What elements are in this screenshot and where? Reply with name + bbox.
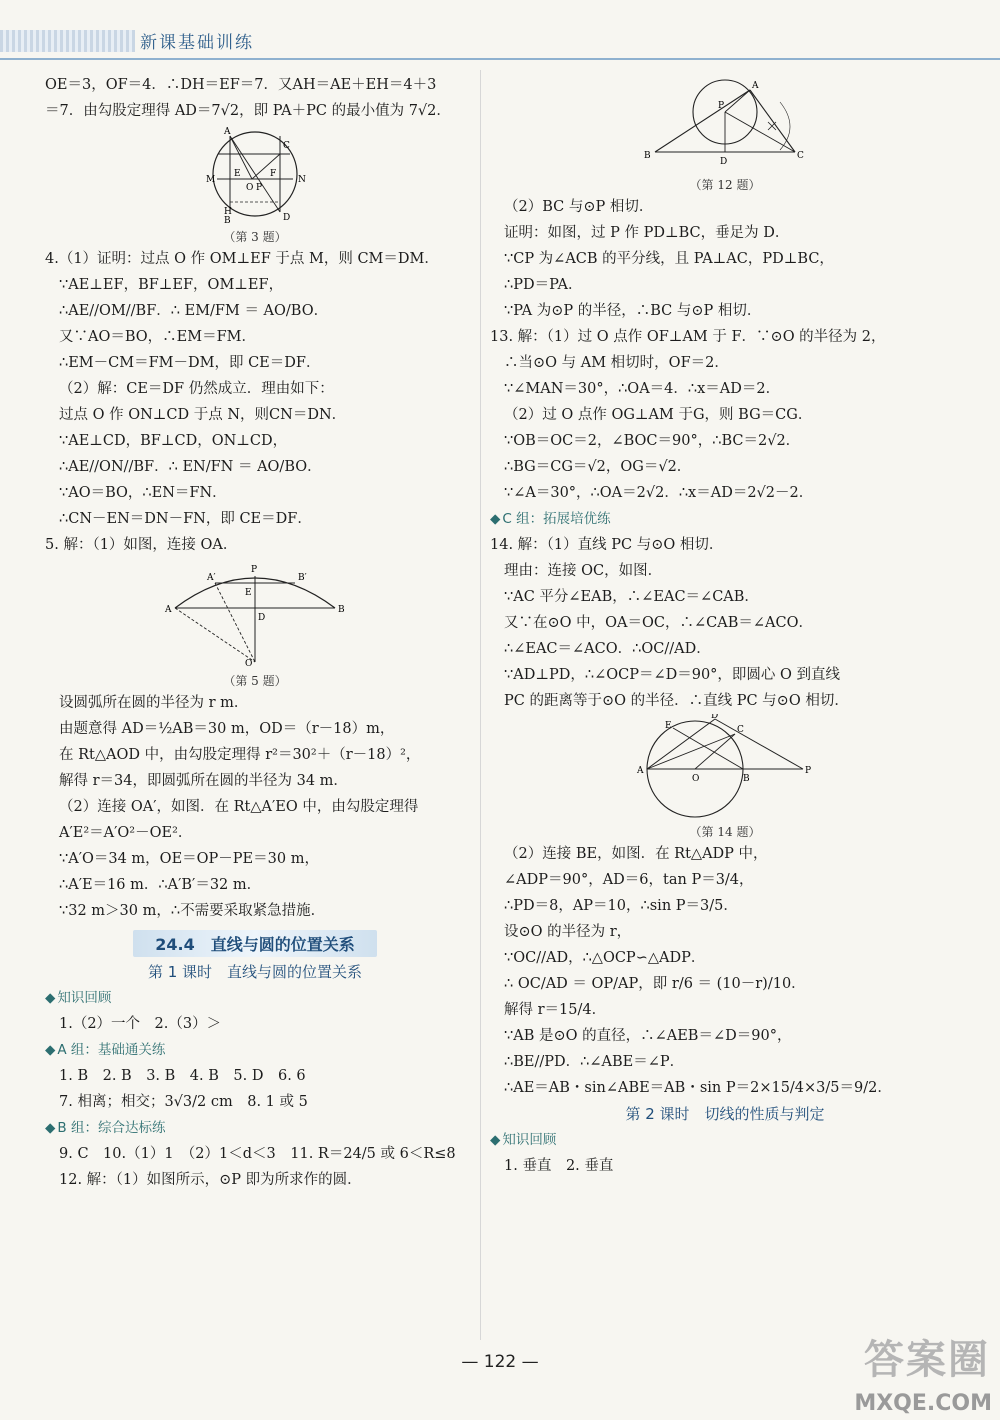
figure-q5-diagram bbox=[155, 558, 355, 668]
svg-text:O: O bbox=[246, 183, 254, 193]
text-line: ∴AE＝AB・sin∠ABE＝AB・sin P＝2×15/4×3/5＝9/2． bbox=[504, 1080, 892, 1096]
text-line: ∵∠MAN＝30°，∴OA＝4．∴x＝AD＝2． bbox=[504, 381, 781, 397]
text-line: ∴当⊙O 与 AM 相切时，OF＝2． bbox=[504, 355, 729, 371]
svg-text:A: A bbox=[165, 605, 172, 615]
text-line: 9. C 10.（1）1 （2）1＜d＜3 11. R＝24/5 或 6＜R≤8 bbox=[59, 1146, 456, 1162]
text-line: ∵∠A＝30°，∴OA＝2√2．∴x＝AD＝2√2－2． bbox=[504, 485, 814, 501]
text-line: 由题意得 AD＝½AB＝30 m，OD＝（r－18）m， bbox=[59, 721, 395, 737]
figure-q5 bbox=[45, 558, 465, 690]
text-line: 1.（2）一个 2.（3）＞ bbox=[59, 1016, 222, 1032]
svg-text:A′: A′ bbox=[207, 573, 216, 583]
text-line: （2）解：CE＝DF 仍然成立．理由如下： bbox=[59, 381, 334, 397]
svg-text:P: P bbox=[251, 565, 258, 575]
figure-caption: （第 14 题） bbox=[689, 825, 761, 839]
text-line: ∴A′E＝16 m．∴A′B′＝32 m． bbox=[59, 877, 262, 893]
text-line: 又∵在⊙O 中，OA＝OC，∴∠CAB＝∠ACO． bbox=[504, 615, 813, 631]
svg-text:P: P bbox=[256, 183, 263, 193]
text-line: ∴BE//PD．∴∠ABE＝∠P． bbox=[504, 1054, 685, 1070]
diamond-icon: ◆ bbox=[490, 1132, 501, 1148]
figure-q14 bbox=[490, 714, 960, 841]
text-line: ∵AO＝BO，∴EN＝FN． bbox=[59, 485, 227, 501]
text-line: 理由：连接 OC，如图． bbox=[504, 563, 663, 579]
figure-caption: （第 3 题） bbox=[223, 230, 287, 244]
text-line: （2）过 O 点作 OG⊥AM 于G，则 BG＝CG． bbox=[504, 407, 813, 423]
svg-text:F: F bbox=[270, 169, 277, 179]
text-line: ∵AE⊥CD，BF⊥CD，ON⊥CD， bbox=[59, 433, 288, 449]
section-heading bbox=[490, 1127, 960, 1153]
section-banner bbox=[45, 930, 465, 957]
lesson-title: 第 2 课时 切线的性质与判定 bbox=[625, 1105, 825, 1123]
diamond-icon: ◆ bbox=[45, 1120, 56, 1136]
text-line: ∴PD＝8，AP＝10，∴sin P＝3/5． bbox=[504, 898, 738, 914]
text-line: PC 的距离等于⊙O 的半径．∴直线 PC 与⊙O 相切． bbox=[504, 693, 849, 709]
svg-text:A: A bbox=[224, 127, 231, 137]
section-heading bbox=[45, 985, 465, 1011]
text-line: （2）BC 与⊙P 相切． bbox=[504, 199, 654, 215]
svg-text:A: A bbox=[637, 766, 644, 776]
text-line: 13. 解：（1）过 O 点作 OF⊥AM 于 F．∵⊙O 的半径为 2， bbox=[490, 329, 886, 345]
svg-text:B: B bbox=[743, 774, 750, 784]
text-line: 解得 r＝34，即圆弧所在圆的半径为 34 m． bbox=[59, 773, 348, 789]
text-line: 1. B 2. B 3. B 4. B 5. D 6. 6 bbox=[59, 1068, 306, 1084]
svg-text:D: D bbox=[720, 157, 728, 167]
text-line: ∴ OC/AD ＝ OP/AP，即 r/6 ＝ (10－r)/10． bbox=[504, 976, 806, 992]
figure-q14-diagram bbox=[635, 714, 815, 819]
text-line: A′E²＝A′O²－OE²． bbox=[59, 825, 193, 841]
section-heading bbox=[45, 1115, 465, 1141]
figure-q12-diagram bbox=[640, 72, 810, 172]
text-line: 解得 r＝15/4． bbox=[504, 1002, 607, 1018]
book-title: 新课基础训练 bbox=[140, 33, 254, 53]
diamond-icon: ◆ bbox=[45, 1042, 56, 1058]
text-line: 又∵AO＝BO，∴EM＝FM． bbox=[59, 329, 257, 345]
text-line: 5. 解：（1）如图，连接 OA． bbox=[45, 537, 238, 553]
svg-text:D: D bbox=[711, 714, 719, 721]
diamond-icon: ◆ bbox=[45, 990, 56, 1006]
svg-text:C: C bbox=[797, 151, 804, 161]
text-line: ∴PD＝PA． bbox=[504, 277, 583, 293]
watermark-logo: 答案圈 bbox=[864, 1336, 990, 1383]
svg-text:E: E bbox=[234, 169, 241, 179]
header-rule bbox=[0, 58, 1000, 60]
text-line: ∴∠EAC＝∠ACO．∴OC//AD． bbox=[504, 641, 711, 657]
text-line: ∵AE⊥EF，BF⊥EF，OM⊥EF， bbox=[59, 277, 284, 293]
text-line: ∵32 m＞30 m，∴不需要采取紧急措施． bbox=[59, 903, 326, 919]
right-column bbox=[490, 72, 960, 1179]
svg-text:B: B bbox=[338, 605, 345, 615]
section-title: 24.4 直线与圆的位置关系 bbox=[133, 930, 376, 957]
column-divider bbox=[480, 70, 481, 1340]
section-heading bbox=[490, 506, 960, 532]
svg-text:B: B bbox=[224, 216, 231, 224]
svg-text:H: H bbox=[224, 207, 232, 217]
svg-text:E: E bbox=[245, 588, 252, 598]
section-heading-label: B 组：综合达标练 bbox=[57, 1120, 166, 1136]
text-line: 12. 解：（1）如图所示，⊙P 即为所求作的圆． bbox=[59, 1172, 362, 1188]
text-line: 7. 相离；相交；3√3/2 cm 8. 1 或 5 bbox=[59, 1094, 308, 1110]
text-line: 1. 垂直 2. 垂直 bbox=[504, 1158, 614, 1174]
svg-text:C: C bbox=[283, 141, 290, 151]
svg-text:B′: B′ bbox=[298, 573, 307, 583]
text-line: 在 Rt△AOD 中，由勾股定理得 r²＝30²＋（r－18）²， bbox=[59, 747, 421, 763]
text-line: ∵CP 为∠ACB 的平分线，且 PA⊥AC，PD⊥BC， bbox=[504, 251, 834, 267]
page-number: — 122 — bbox=[461, 1352, 539, 1372]
text-line: ∴AE//OM//BF．∴ EM/FM ＝ AO/BO． bbox=[59, 303, 329, 319]
section-heading bbox=[45, 1037, 465, 1063]
text-line: 设⊙O 的半径为 r， bbox=[504, 924, 632, 940]
svg-text:M: M bbox=[206, 175, 216, 185]
text-line: ∠ADP＝90°，AD＝6，tan P＝3/4， bbox=[504, 872, 754, 888]
figure-caption: （第 5 题） bbox=[223, 674, 287, 688]
section-heading-label: 知识回顾 bbox=[502, 1132, 557, 1148]
page-header bbox=[0, 0, 1000, 70]
svg-text:O: O bbox=[245, 659, 253, 668]
text-line: ∴EM－CM＝FM－DM，即 CE＝DF． bbox=[59, 355, 321, 371]
text-line: ∴CN－EN＝DN－FN，即 CE＝DF． bbox=[59, 511, 312, 527]
text-line: 4.（1）证明：过点 O 作 OM⊥EF 于点 M，则 CM＝DM． bbox=[45, 251, 439, 267]
figure-q3 bbox=[45, 124, 465, 246]
section-heading-label: C 组：拓展培优练 bbox=[502, 511, 611, 527]
left-column bbox=[45, 72, 465, 1193]
text-line: ∵AB 是⊙O 的直径，∴∠AEB＝∠D＝90°， bbox=[504, 1028, 792, 1044]
text-line: OE＝3，OF＝4．∴DH＝EF＝7．又AH＝AE＋EH＝4＋3 bbox=[45, 77, 437, 93]
text-line: 设圆弧所在圆的半径为 r m． bbox=[59, 695, 249, 711]
svg-text:D: D bbox=[283, 213, 291, 223]
diamond-icon: ◆ bbox=[490, 511, 501, 527]
text-line: ∵A′O＝34 m，OE＝OP－PE＝30 m， bbox=[59, 851, 319, 867]
svg-text:P: P bbox=[718, 101, 725, 111]
figure-q12 bbox=[490, 72, 960, 194]
text-line: ＝7．由勾股定理得 AD＝7√2，即 PA＋PC 的最小值为 7√2． bbox=[45, 103, 451, 119]
text-line: ∵OC//AD，∴△OCP∽△ADP． bbox=[504, 950, 706, 966]
text-line: （2）连接 BE，如图．在 Rt△ADP 中， bbox=[504, 846, 768, 862]
section-heading-label: 知识回顾 bbox=[57, 990, 112, 1006]
text-line: ∵PA 为⊙P 的半径，∴BC 与⊙P 相切． bbox=[504, 303, 762, 319]
svg-text:E: E bbox=[665, 721, 672, 731]
svg-text:O: O bbox=[692, 774, 700, 784]
text-line: 过点 O 作 ON⊥CD 于点 N，则CN＝DN． bbox=[59, 407, 347, 423]
figure-caption: （第 12 题） bbox=[689, 178, 761, 192]
text-line: ∴AE//ON//BF．∴ EN/FN ＝ AO/BO． bbox=[59, 459, 322, 475]
svg-text:N: N bbox=[298, 175, 306, 185]
svg-text:B: B bbox=[644, 151, 651, 161]
watermark bbox=[808, 1328, 998, 1418]
text-line: ∵AC 平分∠EAB，∴∠EAC＝∠CAB． bbox=[504, 589, 759, 605]
svg-text:A: A bbox=[752, 81, 759, 91]
text-line: 证明：如图，过 P 作 PD⊥BC，垂足为 D． bbox=[504, 225, 790, 241]
section-heading-label: A 组：基础通关练 bbox=[57, 1042, 166, 1058]
text-line: 14. 解：（1）直线 PC 与⊙O 相切． bbox=[490, 537, 724, 553]
watermark-url: MXQE.COM bbox=[854, 1391, 992, 1416]
svg-text:C: C bbox=[737, 725, 744, 735]
text-line: ∵OB＝OC＝2，∠BOC＝90°，∴BC＝2√2． bbox=[504, 433, 801, 449]
text-line: ∵AD⊥PD，∴∠OCP＝∠D＝90°，即圆心 O 到直线 bbox=[504, 667, 841, 683]
svg-text:D: D bbox=[258, 613, 266, 623]
text-line: （2）连接 OA′，如图．在 Rt△A′EO 中，由勾股定理得 bbox=[59, 799, 419, 815]
svg-text:P: P bbox=[805, 766, 812, 776]
text-line: ∴BG＝CG＝√2，OG＝√2． bbox=[504, 459, 692, 475]
figure-q3-diagram bbox=[190, 124, 320, 224]
lesson-title: 第 1 课时 直线与圆的位置关系 bbox=[147, 963, 363, 981]
header-band bbox=[0, 30, 135, 52]
